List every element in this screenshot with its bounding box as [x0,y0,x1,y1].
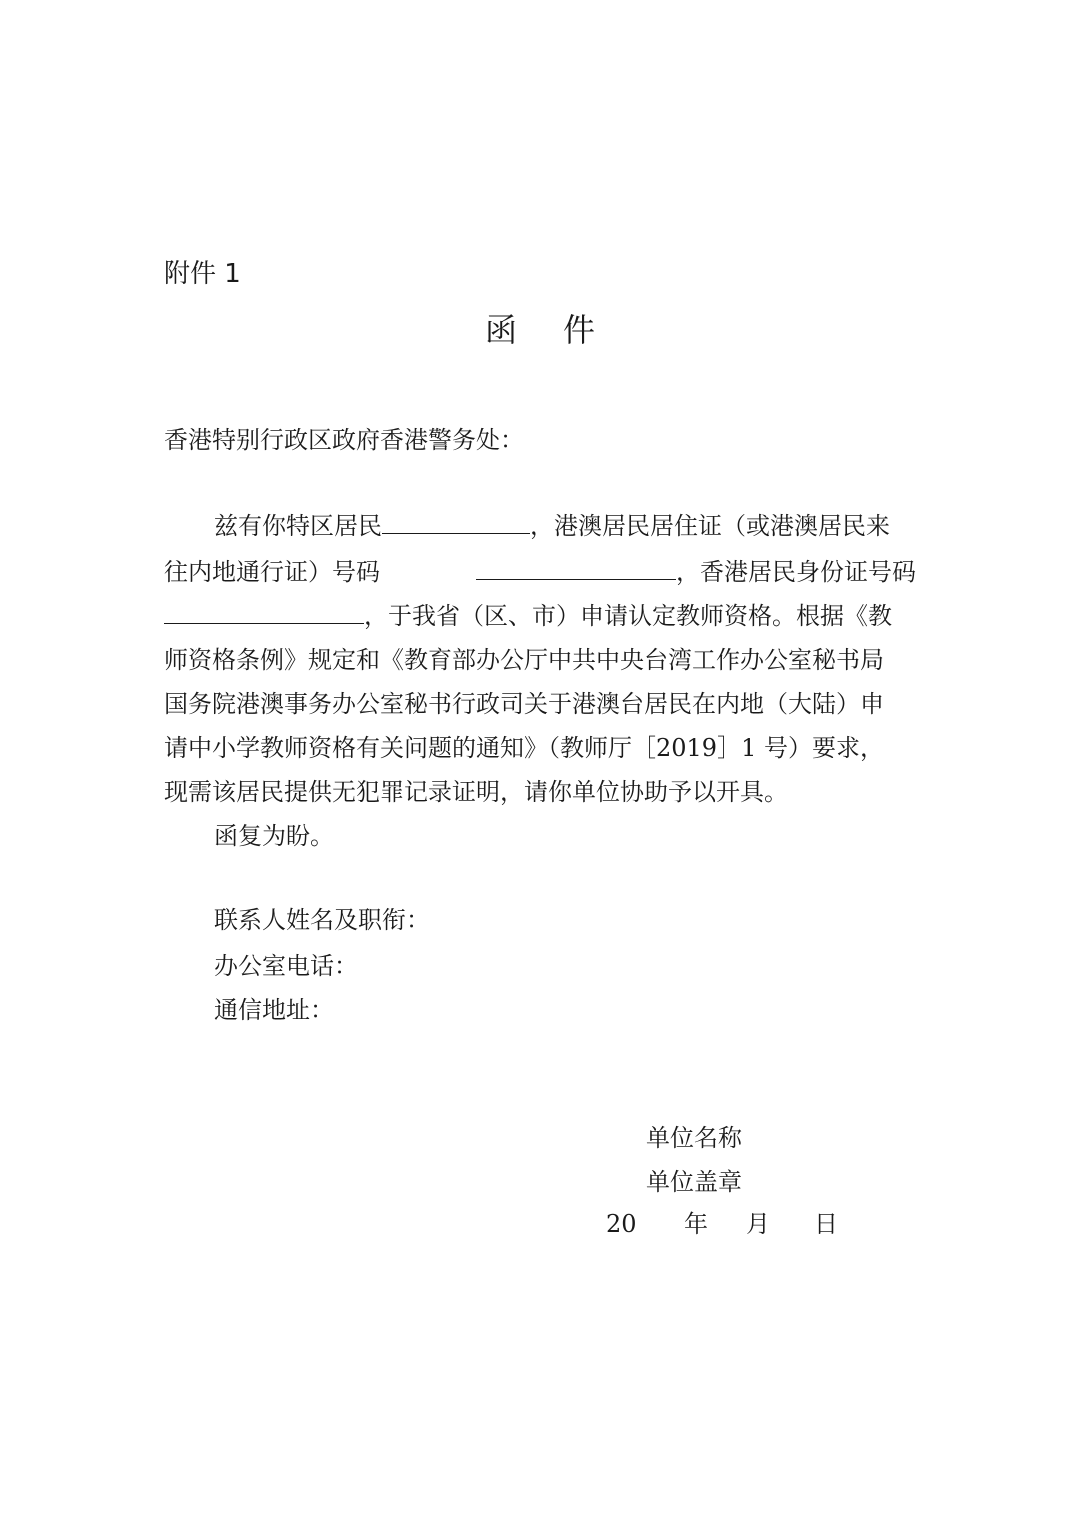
body-line-1-start: 兹有你特区居民 [214,512,382,540]
body-line-4: 师资格条例》规定和《教育部办公厅中共中央台湾工作办公室秘书局 [164,646,884,674]
contact-address: 通信地址： [214,996,334,1024]
hk-id-number-blank [164,599,364,624]
date-day-label: 日 [814,1210,838,1238]
title-char-1: 函 [484,311,517,349]
closing-line: 函复为盼。 [214,822,334,850]
unit-name: 单位名称 [646,1124,742,1152]
date-month-label: 月 [746,1210,770,1238]
body-line-2 [164,554,916,590]
unit-seal: 单位盖章 [646,1168,742,1196]
body-line-6: 请中小学教师资格有关问题的通知》（教师厅［2019］1 号）要求， [164,734,884,762]
addressee: 香港特别行政区政府香港警务处： [164,426,524,454]
body-line-7: 现需该居民提供无犯罪记录证明，请你单位协助予以开具。 [164,778,788,806]
resident-name-blank [382,509,530,534]
body-line-5: 国务院港澳事务办公室秘书行政司关于港澳台居民在内地（大陆）申 [164,690,884,718]
body-line-2-end: ，香港居民身份证号码 [676,558,916,586]
date-year-label: 年 [684,1210,708,1238]
attachment-label: 附件 1 [164,259,241,289]
body-line-3-end: ，于我省（区、市）申请认定教师资格。根据《教 [364,602,892,630]
residence-permit-number-blank [476,555,676,580]
contact-name-title: 联系人姓名及职衔： [214,906,430,934]
body-line-3 [164,598,892,634]
body-line-1 [214,508,890,544]
contact-phone: 办公室电话： [214,952,358,980]
body-line-1-end: ，港澳居民居住证（或港澳居民来 [530,512,890,540]
date-line [606,1206,838,1242]
date-year-prefix: 20 [606,1210,637,1238]
body-line-2-start: 往内地通行证）号码 [164,558,380,586]
title-char-2: 件 [563,311,596,349]
document-title [0,306,1080,354]
